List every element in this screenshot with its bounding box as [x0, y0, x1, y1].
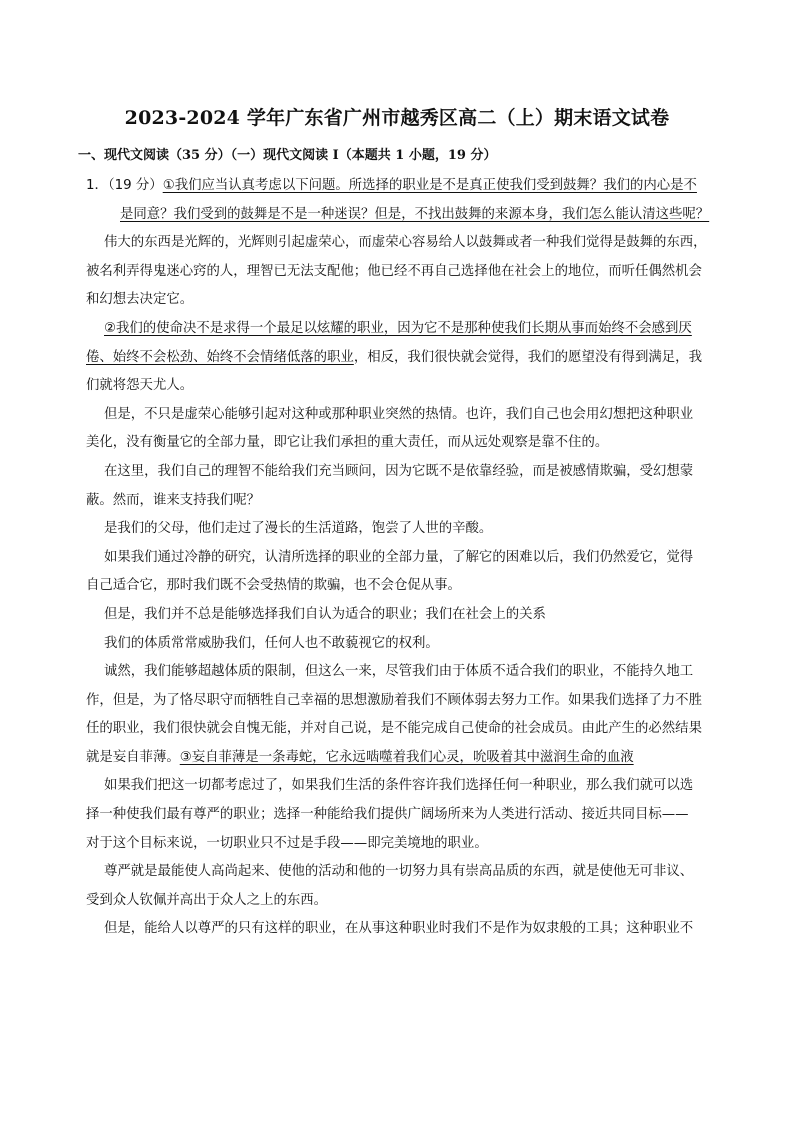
paragraph-line: 如果我们把这一切都考虑过了，如果我们生活的条件容许我们选择任何一种职业，那么我们就可以选: [104, 778, 694, 794]
paragraph-line: [86, 344, 730, 373]
section-heading: 一、现代文阅读（35 分）（一）现代文阅读 I（本题共 1 小题，19 分）: [78, 148, 497, 163]
paragraph-line: 伟大的东西是光辉的，光辉则引起虚荣心，而虚荣心容易给人以鼓舞或者一种我们觉得是鼓舞的东西，: [104, 235, 707, 251]
underlined-sentence: ②我们的使命决不是求得一个最足以炫耀的职业，因为它不是那种使我们长期从事而始终不会感到厌: [104, 320, 692, 336]
paragraph-line: 在这里，我们自己的理智不能给我们充当顾问，因为它既不是依靠经验，而是被感情欺骗，受幻想蒙: [104, 463, 694, 479]
paragraph-line: 但是，不只是虚荣心能够引起对这种或那种职业突然的热情。也许，我们自己也会用幻想把这种职业: [104, 406, 694, 422]
paragraph-line: 我们的体质常常威胁我们，任何人也不敢藐视它的权利。: [104, 635, 439, 651]
paragraph-line: 择一种使我们最有尊严的职业；选择一种能给我们提供广阔场所来为人类进行活动、接近共同目标——: [86, 807, 689, 823]
document-title: 2023-2024 学年广东省广州市越秀区高二（上）期末语文试卷: [124, 107, 670, 129]
paragraph-line: 如果我们通过冷静的研究，认清所选择的职业的全部力量，了解它的困难以后，我们仍然爱它，觉得: [104, 549, 694, 565]
paragraph-line: 美化，没有衡量它的全部力量，即它让我们承担的重大责任，而从远处观察是靠不住的。: [86, 435, 609, 451]
plain-text: ，相反，我们很快就会觉得，我们的愿望没有得到满足，我: [353, 349, 702, 365]
question-underlined-text: ①我们应当认真考虑以下问题。所选择的职业是不是真正使我们受到鼓舞？我们的内心是不: [162, 178, 697, 193]
question-line: [86, 172, 730, 201]
question-line: [86, 201, 730, 230]
passage-text: [86, 172, 730, 944]
paragraph-line: 是我们的父母，他们走过了漫长的生活道路，饱尝了人世的辛酸。: [104, 521, 493, 537]
paragraph-line: 尊严就是最能使人高尚起来、使他的活动和他的一切努力具有崇高品质的东西，就是使他无可非议、: [104, 864, 694, 880]
paragraph-line: [86, 744, 730, 773]
paragraph-line: 对于这个目标来说，一切职业只不过是手段——即完美境地的职业。: [86, 835, 488, 851]
paragraph-line: 作，但是，为了恪尽职守而牺牲自己幸福的思想激励着我们不顾体弱去努力工作。如果我们选择了力不胜: [86, 692, 702, 708]
paragraph-line: 受到众人钦佩并高出于众人之上的东西。: [86, 892, 328, 908]
underlined-sentence: ③妄自菲薄是一条毒蛇，它永远啮噬着我们心灵，吮吸着其中滋润生命的血液: [179, 749, 634, 765]
paragraph-line: 和幻想去决定它。: [86, 292, 194, 308]
paragraph-line: 们就将怨天尤人。: [86, 378, 194, 394]
paragraph-line: 被名利弄得鬼迷心窍的人，理智已无法支配他；他已经不再自己选择他在社会上的地位，而听任偶然机会: [86, 263, 702, 279]
paragraph-line: 蔽。然而，谁来支持我们呢？: [86, 492, 261, 508]
paragraph-line: 但是，能给人以尊严的只有这样的职业，在从事这种职业时我们不是作为奴隶般的工具；这种职业不: [104, 921, 694, 937]
paragraph-line: 诚然，我们能够超越体质的限制，但这么一来，尽管我们由于体质不适合我们的职业，不能持久地工: [104, 664, 694, 680]
plain-text: 就是妄自菲薄。: [86, 749, 180, 765]
paragraph-line: 但是，我们并不总是能够选择我们自认为适合的职业；我们在社会上的关系: [104, 606, 546, 622]
question-number: 1．（19 分）: [86, 178, 163, 193]
underlined-sentence: 倦、始终不会松劲、始终不会情绪低落的职业: [86, 349, 354, 365]
paragraph-line: [86, 315, 730, 344]
paragraph-line: 自己适合它，那时我们既不会受热情的欺骗，也不会仓促从事。: [86, 578, 461, 594]
question-underlined-text: 是同意？我们受到的鼓舞是不是一种迷误？但是，不找出鼓舞的来源本身，我们怎么能认清这些呢？: [120, 206, 710, 222]
paragraph-line: 任的职业，我们很快就会自愧无能，并对自己说，是不能完成自己使命的社会成员。由此产生的必然结果: [86, 721, 702, 737]
